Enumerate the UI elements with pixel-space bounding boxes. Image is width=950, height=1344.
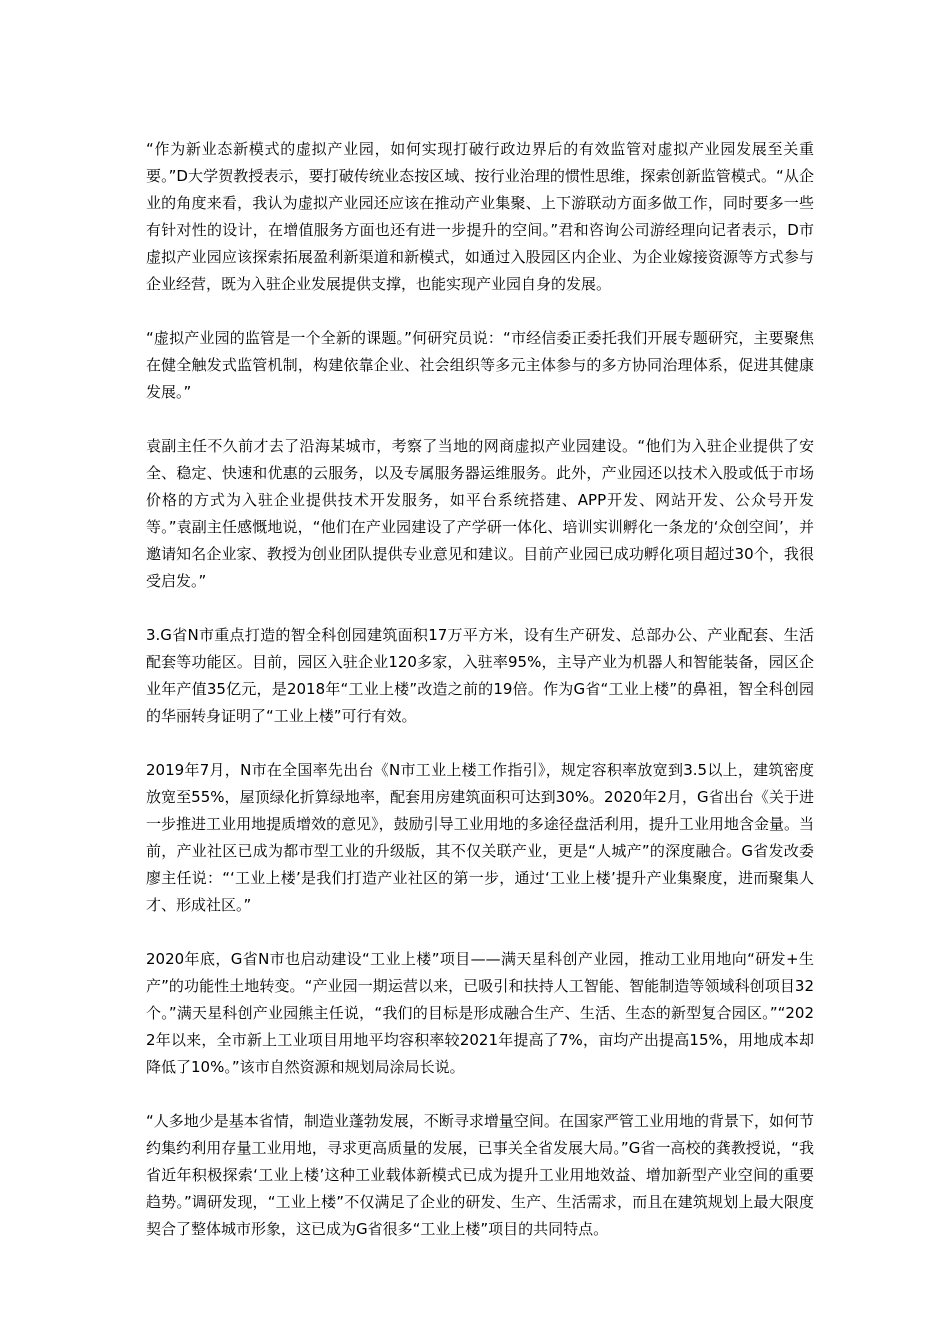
paragraph-1: “作为新业态新模式的虚拟产业园，如何实现打破行政边界后的有效监管对虚拟产业园发展至关重要。”D大学贺教授表示，要打破传统业态按区域、按行业治理的惯性思维，探索创新监管模式。“从企业的角度来看，我认为虚拟产业园还应该在推动产业集聚、上下游联动方面多做工作，同时要多一些有针对性的设计，在增值服务方面也还有进一步提升的空间。”君和咨询公司游经理向记者表示，D市虚拟产业园应该探索拓展盈利新渠道和新模式，如通过入股园区内企业、为企业嫁接资源等方式参与企业经营，既为入驻企业发展提供支撑，也能实现产业园自身的发展。	[146, 140, 814, 293]
paragraph-3: 袁副主任不久前才去了沿海某城市，考察了当地的网商虚拟产业园建设。“他们为入驻企业提供了安全、稳定、快速和优惠的云服务，以及专属服务器运维服务。此外，产业园还以技术入股或低于市场价格的方式为入驻企业提供技术开发服务，如平台系统搭建、APP开发、网站开发、公众号开发等。”袁副主任感慨地说，“他们在产业园建设了产学研一体化、培训实训孵化一条龙的‘众创空间’，并邀请知名企业家、教授为创业团队提供专业意见和建议。目前产业园已成功孵化项目超过30个，我很受启发。”	[146, 437, 814, 590]
paragraph-4: 3.G省N市重点打造的智全科创园建筑面积17万平方米，设有生产研发、总部办公、产业配套、生活配套等功能区。目前，园区入驻企业120多家，入驻率95%，主导产业为机器人和智能装备，园区企业年产值35亿元，是2018年“工业上楼”改造之前的19倍。作为G省“工业上楼”的鼻祖，智全科创园的华丽转身证明了“工业上楼”可行有效。	[146, 626, 814, 725]
paragraph-6: 2020年底，G省N市也启动建设“工业上楼”项目——满天星科创产业园，推动工业用地向“研发+生产”的功能性土地转变。“产业园一期运营以来，已吸引和扶持人工智能、智能制造等领域科创项目32个。”满天星科创产业园熊主任说，“我们的目标是形成融合生产、生活、生态的新型复合园区。”“2022年以来，全市新上工业项目用地平均容积率较2021年提高了7%，亩均产出提高15%，用地成本却降低了10%。”该市自然资源和规划局涂局长说。	[146, 950, 814, 1076]
paragraph-2: “虚拟产业园的监管是一个全新的课题。”何研究员说：“市经信委正委托我们开展专题研究，主要聚焦在健全触发式监管机制，构建依靠企业、社会组织等多元主体参与的多方协同治理体系，促进其健康发展。”	[146, 329, 814, 401]
document-body	[146, 136, 814, 1270]
paragraph-7: “人多地少是基本省情，制造业蓬勃发展，不断寻求增量空间。在国家严管工业用地的背景下，如何节约集约利用存量工业用地，寻求更高质量的发展，已事关全省发展大局。”G省一高校的龚教授说，“我省近年积极探索‘工业上楼’这种工业载体新模式已成为提升工业用地效益、增加新型产业空间的重要趋势。”调研发现，“工业上楼”不仅满足了企业的研发、生产、生活需求，而且在建筑规划上最大限度契合了整体城市形象，这已成为G省很多“工业上楼”项目的共同特点。	[146, 1112, 814, 1238]
paragraph-5: 2019年7月，N市在全国率先出台《N市工业上楼工作指引》，规定容积率放宽到3.5以上，建筑密度放宽至55%，屋顶绿化折算绿地率，配套用房建筑面积可达到30%。2020年2月，G省出台《关于进一步推进工业用地提质增效的意见》，鼓励引导工业用地的多途径盘活利用，提升工业用地含金量。当前，产业社区已成为都市型工业的升级版，其不仅关联产业，更是“人城产”的深度融合。G省发改委廖主任说：“‘工业上楼’是我们打造产业社区的第一步，通过‘工业上楼’提升产业集聚度，进而聚集人才、形成社区。”	[146, 761, 814, 914]
